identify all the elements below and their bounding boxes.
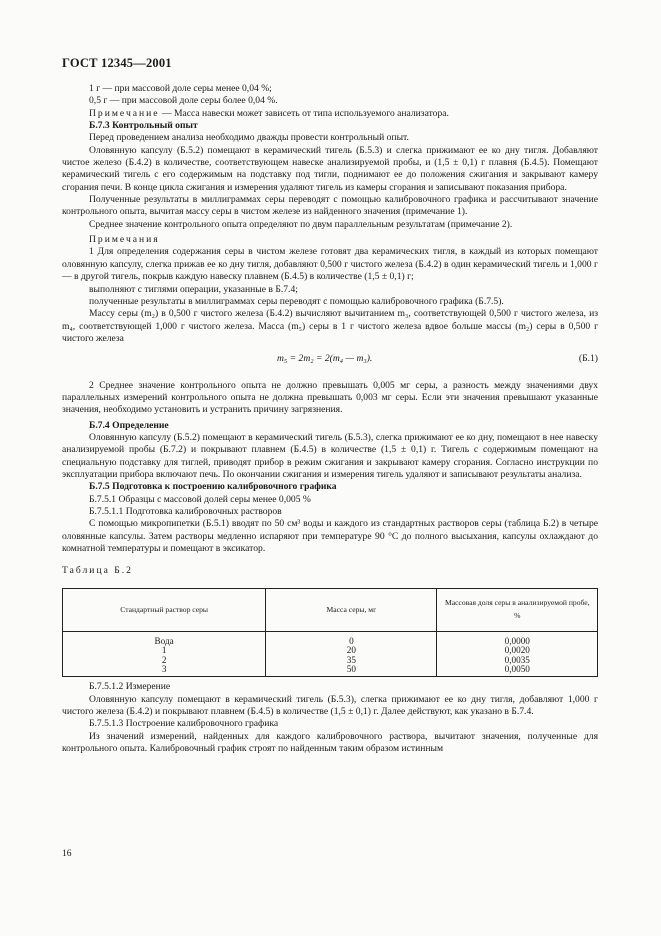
table-row xyxy=(63,631,598,646)
subsection-heading: Б.7.5.1 Образцы с массовой долей серы менее 0,005 % xyxy=(89,493,311,505)
document-body xyxy=(62,83,598,755)
note-paragraph: выполняют с тиглями операции, указанные в Б.7.4; xyxy=(89,283,298,295)
table-cell: 50 xyxy=(266,665,437,677)
table-cell: Вода xyxy=(63,631,266,646)
paragraph: Из значений измерений, найденных для каждого калибровочного раствора, вычитают значения, полученные для контрольного опыта. Калибровочный график строят по найденным таким образом истинным xyxy=(62,730,598,755)
subsection-heading: Б.7.5.1.1 Подготовка калибровочных растворов xyxy=(89,506,282,517)
table-cell: 0,0050 xyxy=(437,665,598,677)
table-cell: 0 xyxy=(266,631,437,646)
section-heading-b74: Б.7.4 Определение xyxy=(89,419,169,431)
table-header-cell: Масса серы, мг xyxy=(266,588,437,631)
section-heading-b73: Б.7.3 Контрольный опыт xyxy=(89,120,198,132)
table-cell: 2 xyxy=(63,656,266,665)
note-paragraph: 2 Среднее значение контрольного опыта не должно превышать 0,005 мг серы, а разность между значениями двух параллельных измерений контрольного опыта не должна превышать 0,003 мг серы. Если эти значения превышают указанные значения, необходимо установить и устранить причину загрязнения. xyxy=(62,379,598,416)
table-header-cell: Стандартный раствор серы xyxy=(63,588,266,631)
formula-b1 xyxy=(62,353,598,365)
table-header-cell: Массовая доля серы в анализируемой пробе, % xyxy=(437,588,598,631)
paragraph: Среднее значение контрольного опыта определяют по двум параллельным результатам (примечание 2). xyxy=(89,218,513,230)
table-cell: 0,0035 xyxy=(437,656,598,665)
table-cell: 35 xyxy=(266,656,437,665)
table-cell: 0,0000 xyxy=(437,631,598,646)
paragraph: Полученные результаты в миллиграммах серы переводят с помощью калибровочного графика и рассчитывают значение контрольного опыта, вычитая массу серы в чистом железе из найденного значения (примечание 1). xyxy=(62,194,598,218)
note-paragraph: Массу серы (m₂) в 0,500 г чистого железа (Б.4.2) вычисляют вычитанием m₃, соответствующей 0,500 г чистого железа, из m₄, соответствующей 1,000 г чистого железа. Масса (m₅) серы в 1 г чистого железа вдвое больше массы (m₂) серы в 0,500 г чистого железа xyxy=(62,308,598,344)
table-cell: 1 xyxy=(63,646,266,655)
text-line: 0,5 г — при массовой доле серы более 0,04 %. xyxy=(89,95,278,107)
table-b2 xyxy=(62,588,598,678)
subsection-heading: Б.7.5.1.2 Измерение xyxy=(89,681,171,693)
paragraph: С помощью микропипетки (Б.5.1) вводят по 50 см³ воды и каждого из стандартных растворов серы (таблица Б.2) в четыре оловянные капсулы. Затем растворы медленно испаряют при температуре 90 °С до полного высыхания, капсулы охлаждают до комнатной температуры и помещают в эксикатор. xyxy=(62,518,598,555)
formula-text: m₅ = 2m₂ = 2(m₄ — m₃). xyxy=(277,353,373,365)
note-paragraph: полученные результаты в миллиграммах серы переводят с помощью калибровочного графика (Б.7.5). xyxy=(89,295,504,307)
note-label: Примечание xyxy=(89,107,160,119)
paragraph: Оловянную капсулу (Б.5.2) помещают в керамический тигель (Б.5.3) и слегка прижимают ее ко дну тигля. Добавляют чистое железо (Б.4.2) в количестве, соответствующем навеске анализируемой пробы, и (1,5 ± 0,1) г плавня (Б.4.5). Помещают керамический тигель с его содержимым на подставку под тигли, поднимают ее до положения сжигания и закрывают камеру сгорания печи. В конце цикла сжигания и измерения удаляют тигель из камеры сгорания и записывают показания прибора. xyxy=(62,144,598,193)
table-cell: 3 xyxy=(63,665,266,677)
note-paragraph: 1 Для определения содержания серы в чистом железе готовят два керамических тигля, в каждый из которых помещают оловянную капсулу, слегка прижав ее ко дну тигля, добавляют 0,500 г чистого железа (Б.4.2) в один керамический тигель и 1,000 г — в другой тигель, покрыв каждую навеску плавнем (Б.4.5) в количестве (1,5 ± 0,1) г; xyxy=(62,246,598,283)
paragraph: Оловянную капсулу (Б.5.2) помещают в керамический тигель (Б.5.3), слегка прижимают ее ко дну, помещают в нее навеску анализируемой пробы (Б.7.2) и покрывают плавнем (Б.4.5) в количестве (1,5 ± 0,1) г. Тигель с содержимым помещают на специальную подставку для тиглей, приводят прибор в режим сжигания и закрывают камеру сгорания. Согласно инструкции по эксплуатации прибора включают печь. По окончании сжигания и измерения тигель удаляют и записывают результаты анализа. xyxy=(62,431,598,480)
table-caption: Таблица Б.2 xyxy=(62,565,133,577)
paragraph: Перед проведением анализа необходимо дважды провести контрольный опыт. xyxy=(89,132,409,144)
note-text: — Масса навески может зависеть от типа используемого анализатора. xyxy=(159,107,449,119)
subsection-heading: Б.7.5.1.3 Построение калибровочного графика xyxy=(89,718,279,730)
formula-ref: (Б.1) xyxy=(578,353,598,365)
table-cell: 0,0020 xyxy=(437,646,598,655)
page-number: 16 xyxy=(62,848,72,859)
notes-label: Примечания xyxy=(89,234,160,246)
text-line: 1 г — при массовой доле серы менее 0,04 %; xyxy=(89,83,272,94)
note-line xyxy=(62,108,598,120)
document-header: ГОСТ 12345—2001 xyxy=(62,56,172,70)
section-heading-b75: Б.7.5 Подготовка к построению калибровочного графика xyxy=(89,481,337,493)
table-cell: 20 xyxy=(266,646,437,655)
paragraph: Оловянную капсулу помещают в керамический тигель (Б.5.3), слегка прижимают ее ко дну тигля, добавляют 1,000 г чистого железа (Б.4.2) и покрывают плавнем (Б.4.5) в количестве (1,5 ± 0,1) г. Далее действуют, как указано в Б.7.4. xyxy=(62,693,598,718)
table-row xyxy=(63,665,598,677)
